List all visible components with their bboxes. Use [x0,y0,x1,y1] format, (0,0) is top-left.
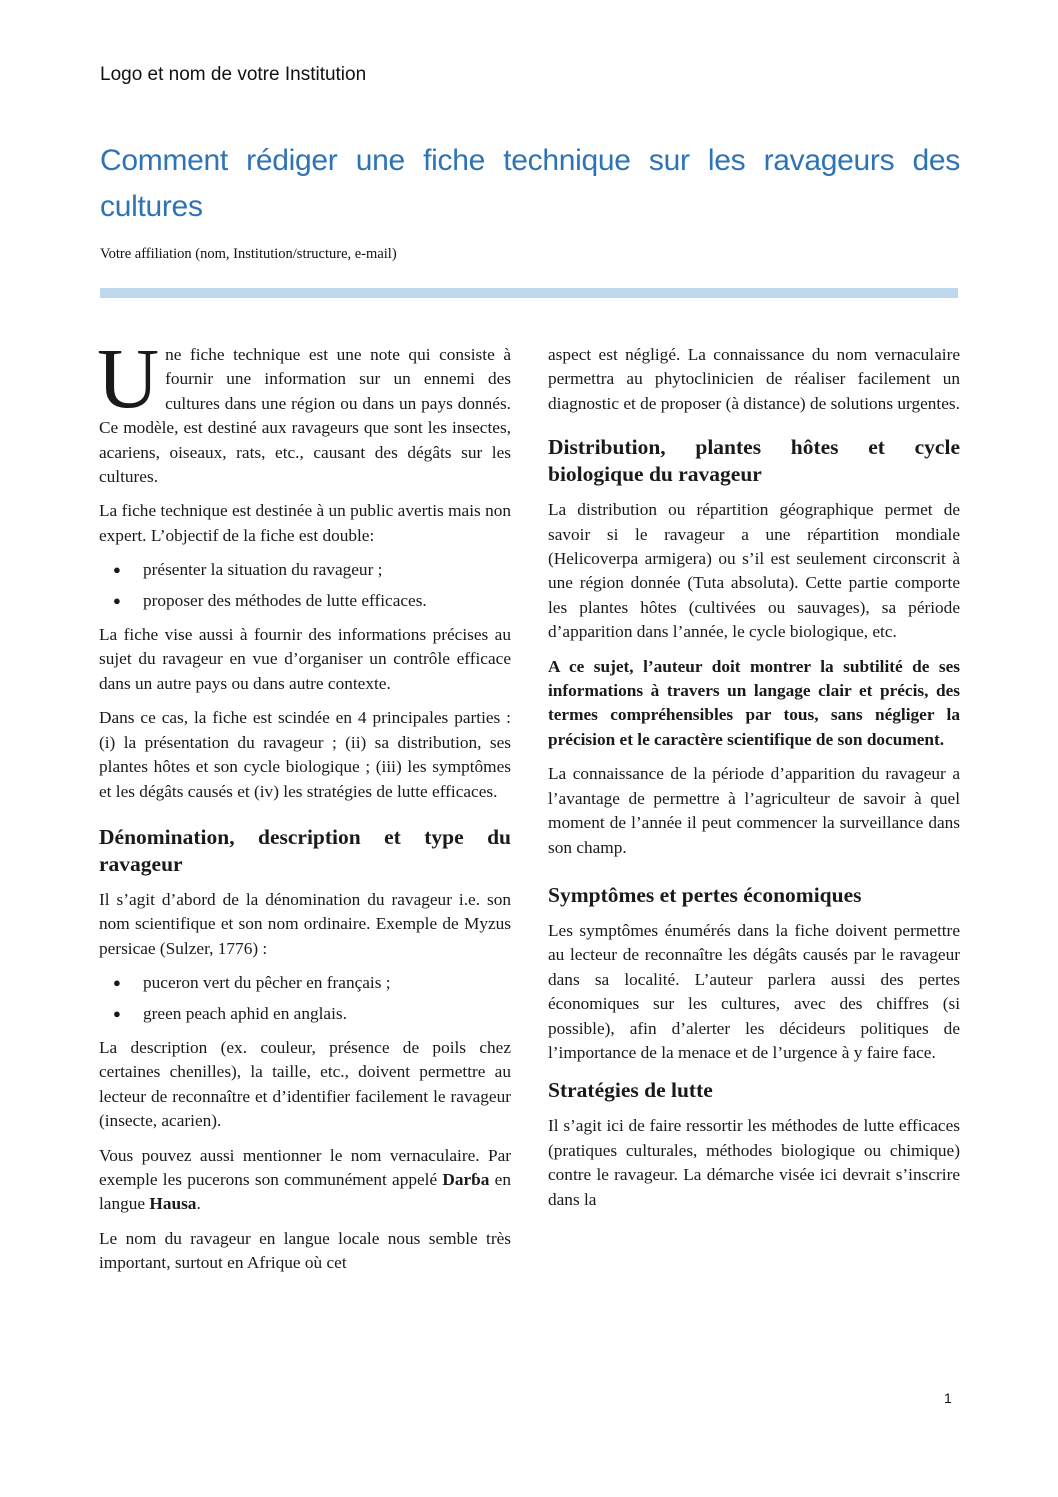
bullet-icon: ● [113,562,121,578]
intro-text: ne fiche technique est une note qui consiste à fournir une information sur un ennemi des cultures dans une région ou dans un pays donnés. Ce modèle, est destiné aux ravageurs que sont les insectes, acariens, oiseaux, rats, etc., causant des dégâts sur les cultures. [99,345,511,487]
heading-denomination: Dénomination, description et type du ravageur [99,824,511,876]
page-title: Comment rédiger une fiche technique sur les ravageurs des cultures [100,144,960,223]
paragraph-structure: Dans ce cas, la fiche est scindée en 4 principales parties : (i) la présentation du ravageur ; (ii) sa distribution, ses plantes hôtes et son cycle biologique ; (iii) les symptômes et les dégâts causés et (iv) les stratégies de lutte efficaces. [99,708,511,801]
paragraph-emphasis: A ce sujet, l’auteur doit montrer la subtilité de ses informations à travers un langage clair et précis, des termes compréhensibles par tous, sans négliger la précision et le caractère scientifique de son document. [548,656,960,749]
paragraph-description: La description (ex. couleur, présence de poils chez certaines chenilles), la taille, etc., doivent permettre au lecteur de reconnaître et d’identifier facilement le ravageur (insecte, acarien). [99,1037,511,1131]
bullet-icon: ● [113,1005,121,1021]
paragraph-purpose: La fiche vise aussi à fournir des informations précises au sujet du ravageur en vue d’organiser un contrôle efficace dans un autre pays ou dans autre contexte. [99,625,511,693]
drop-cap: U [97,330,160,426]
bullet-icon: ● [113,975,121,991]
objectives-list [99,558,511,613]
paragraph-vernacular: Vous pouvez aussi mentionner le nom vernaculaire. Par exemple les pucerons son communément appelé Darɓa en langue Hausa. [99,1145,511,1214]
list-item: ● présenter la situation du ravageur ; [99,558,511,582]
paragraph-audience: La fiche technique est destinée à un public avertis mais non expert. L’objectif de la fiche est double: [99,501,511,545]
paragraph-distribution: La distribution ou répartition géographique permet de savoir si le ravageur a une répartition mondiale (Helicoverpa armigera) ou s’il est seulement circonscrit à une région donnée (Tuta absoluta). Cette partie comporte les plantes hôtes (cultivées ou sauvages), sa période d’apparition dans l’année, le cycle biologique, etc. [548,500,960,642]
list-item: ● proposer des méthodes de lutte efficaces. [99,589,511,613]
heading-strategies: Stratégies de lutte [548,1078,713,1103]
paragraph-symptomes: Les symptômes énumérés dans la fiche doivent permettre au lecteur de reconnaître les dégâts causés par le ravageur dans sa localité. L’auteur parlera aussi des pertes économiques sur les cultures, avec des chiffres (si possible), afin d’alerter les décideurs politiques de l’importance de la menace et de l’urgence à y faire face. [548,920,960,1062]
list-item: ● green peach aphid en anglais. [99,1002,511,1026]
paragraph-denomination: Il s’agit d’abord de la dénomination du ravageur i.e. son nom scientifique et son nom ordinaire. Exemple de Myzus persicae (Sulzer, 1776) : [99,889,511,958]
heading-distribution: Distribution, plantes hôtes et cycle biologique du ravageur [548,435,960,487]
bullet-icon: ● [113,592,121,608]
page-number: 1 [944,1390,952,1406]
heading-symptomes: Symptômes et pertes économiques [548,882,862,907]
title-divider [100,288,958,298]
list-item: ● puceron vert du pêcher en français ; [99,971,511,995]
paragraph-strategies: Il s’agit ici de faire ressortir les méthodes de lutte efficaces (pratiques culturales, méthodes biologique ou chimique) contre le ravageur. La démarche visée ici devrait s’inscrire dans la [548,1116,960,1209]
paragraph-period: La connaissance de la période d’apparition du ravageur a l’avantage de permettre à l’agriculteur de savoir à quel moment de l’année il peut commencer la surveillance dans son champ. [548,764,960,857]
right-column [548,343,960,1222]
paragraph-local-name: Le nom du ravageur en langue locale nous semble très important, surtout en Afrique où cet [99,1228,511,1273]
affiliation-line: Votre affiliation (nom, Institution/structure, e-mail) [100,246,397,262]
names-list [99,971,511,1026]
institution-header: Logo et nom de votre Institution [100,64,367,85]
left-column [97,330,511,1286]
paragraph-continuation: aspect est négligé. La connaissance du nom vernaculaire permettra au phytoclinicien de réaliser facilement un diagnostic et de proposer (à distance) de solutions urgentes. [548,345,960,413]
intro-paragraph [97,330,511,489]
